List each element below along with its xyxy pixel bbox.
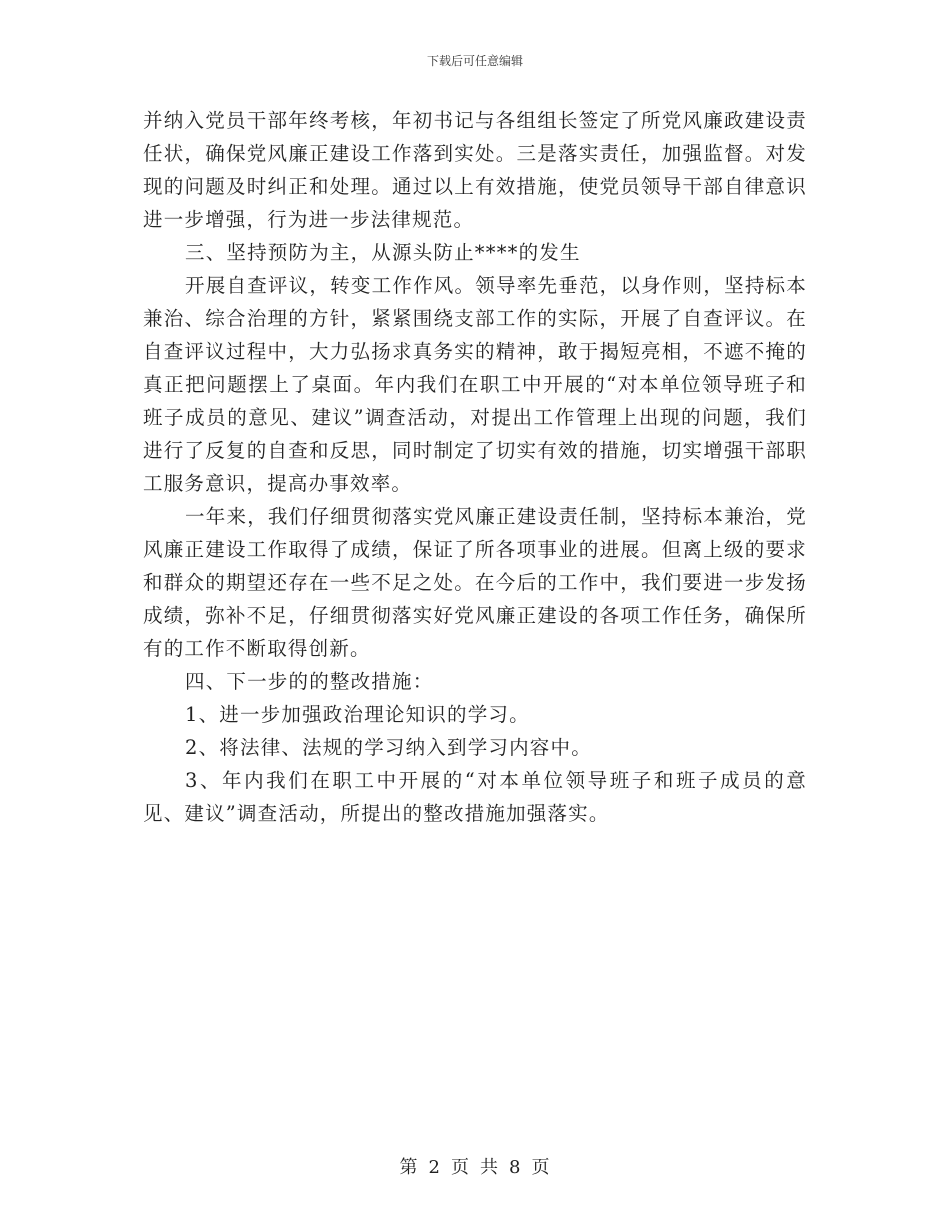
paragraph-summary: 一年来，我们仔细贯彻落实党风廉正建设责任制，坚持标本兼治，党风廉正建设工作取得了成绩，保证了所各项事业的进展。但离上级的要求和群众的期望还存在一些不足之处。在今后的工作中，我们要进一步发扬成绩，弥补不足，仔细贯彻落实好党风廉正建设的各项工作任务，确保所有的工作不断取得创新。 xyxy=(143,505,807,660)
page-footer xyxy=(0,1153,950,1179)
list-item-1: 1、进一步加强政治理论知识的学习。 xyxy=(185,703,530,726)
page-label-mid: 页 xyxy=(451,1157,470,1178)
list-item-2: 2、将法律、法规的学习纳入到学习内容中。 xyxy=(185,736,592,759)
page-label-prefix: 第 xyxy=(399,1157,419,1178)
page-total-prefix: 共 xyxy=(480,1157,499,1178)
document-body xyxy=(143,104,807,830)
page-total-number: 8 xyxy=(509,1157,522,1178)
list-item-3: 3、年内我们在职工中开展的“对本单位领导班子和班子成员的意见、建议”调查活动，所提出的整改措施加强落实。 xyxy=(143,769,807,825)
page-header: 下载后可任意编辑 xyxy=(426,54,523,68)
page-label-suffix: 页 xyxy=(531,1157,551,1178)
paragraph-continuation: 并纳入党员干部年终考核，年初书记与各组组长签定了所党风廉政建设责任状，确保党风廉正建设工作落到实处。三是落实责任，加强监督。对发现的问题及时纠正和处理。通过以上有效措施，使党员领导干部自律意识进一步增强，行为进一步法律规范。 xyxy=(143,109,807,231)
section-heading-4: 四、下一步的的整改措施： xyxy=(185,670,434,693)
paragraph-self-review: 开展自查评议，转变工作作风。领导率先垂范，以身作则，坚持标本兼治、综合治理的方针，紧紧围绕支部工作的实际，开展了自查评议。在自查评议过程中，大力弘扬求真务实的精神，敢于揭短亮相，不遮不掩的真正把问题摆上了桌面。年内我们在职工中开展的“对本单位领导班子和班子成员的意见、建议”调查活动，对提出工作管理上出现的问题，我们进行了反复的自查和反思，同时制定了切实有效的措施，切实增强干部职工服务意识，提高办事效率。 xyxy=(143,274,807,495)
section-heading-3: 三、坚持预防为主，从源头防止****的发生 xyxy=(185,241,581,264)
page-current-number: 2 xyxy=(428,1157,441,1178)
